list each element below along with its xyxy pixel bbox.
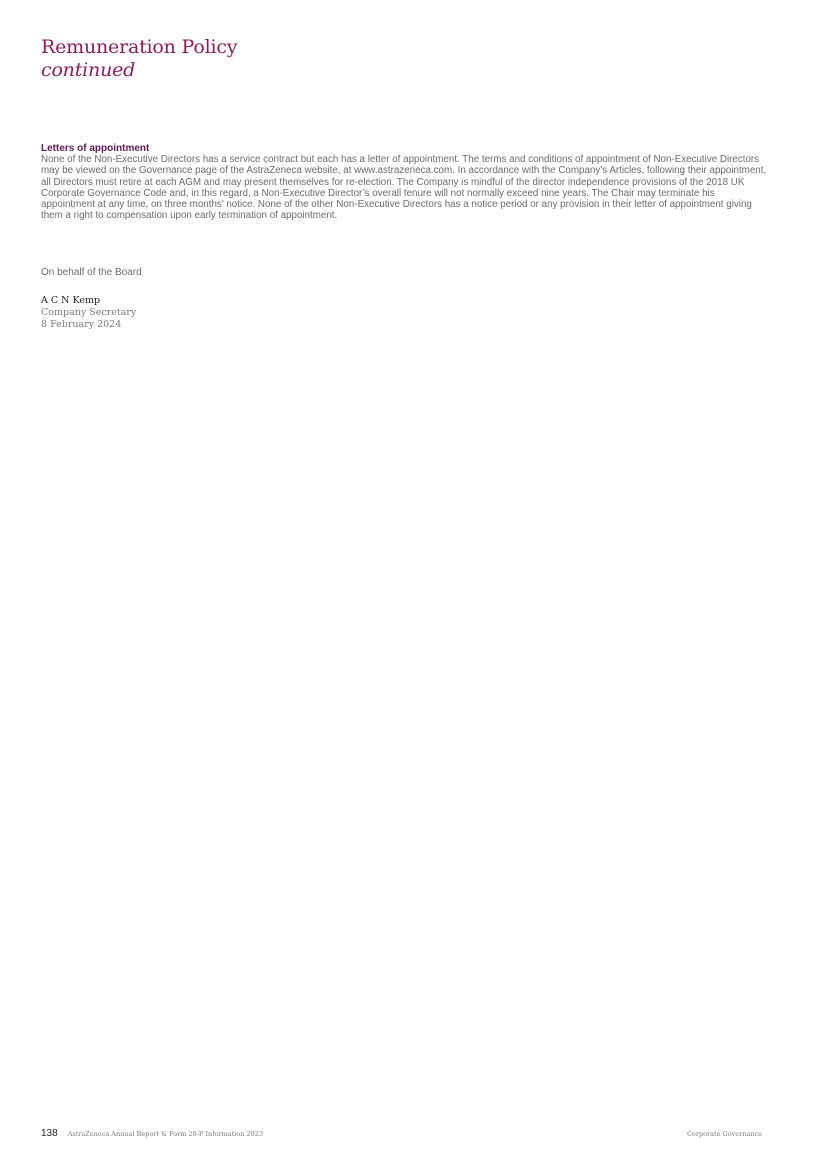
page-number: 138	[41, 1128, 58, 1139]
letters-of-appointment-section	[41, 143, 771, 222]
signatory-date: 8 February 2024	[41, 319, 122, 330]
page-title: Remuneration Policy	[41, 36, 238, 58]
signatory-name: A C N Kemp	[41, 295, 101, 306]
signatory-role: Company Secretary	[41, 307, 137, 318]
signatory-block	[41, 295, 136, 331]
footer-document-title: AstraZeneca Annual Report & Form 20-F Information 2023	[67, 1130, 264, 1138]
on-behalf-text: On behalf of the Board	[41, 267, 142, 278]
footer-section-name: Corporate Governance	[686, 1130, 762, 1138]
footer-left	[41, 1128, 263, 1139]
page-header	[41, 36, 237, 82]
section-body: None of the Non-Executive Directors has a service contract but each has a letter of appointment. The terms and conditions of appointment of Non-Executive Directors may be viewed on the Governance page of the AstraZeneca website, at www.astrazeneca.com. In accordance with the Company’s Articles, following their appointment, all Directors must retire at each AGM and may present themselves for re-election. The Company is mindful of the director independence provisions of the 2018 UK Corporate Governance Code and, in this regard, a Non-Executive Director’s overall tenure will not normally exceed nine years. The Chair may terminate his appointment at any time, on three months’ notice. None of the other Non-Executive Directors has a notice period or any provision in their letter of appointment giving them a right to compensation upon early termination of appointment.	[41, 154, 767, 222]
section-heading: Letters of appointment	[41, 143, 150, 154]
page-subtitle: continued	[41, 59, 136, 81]
